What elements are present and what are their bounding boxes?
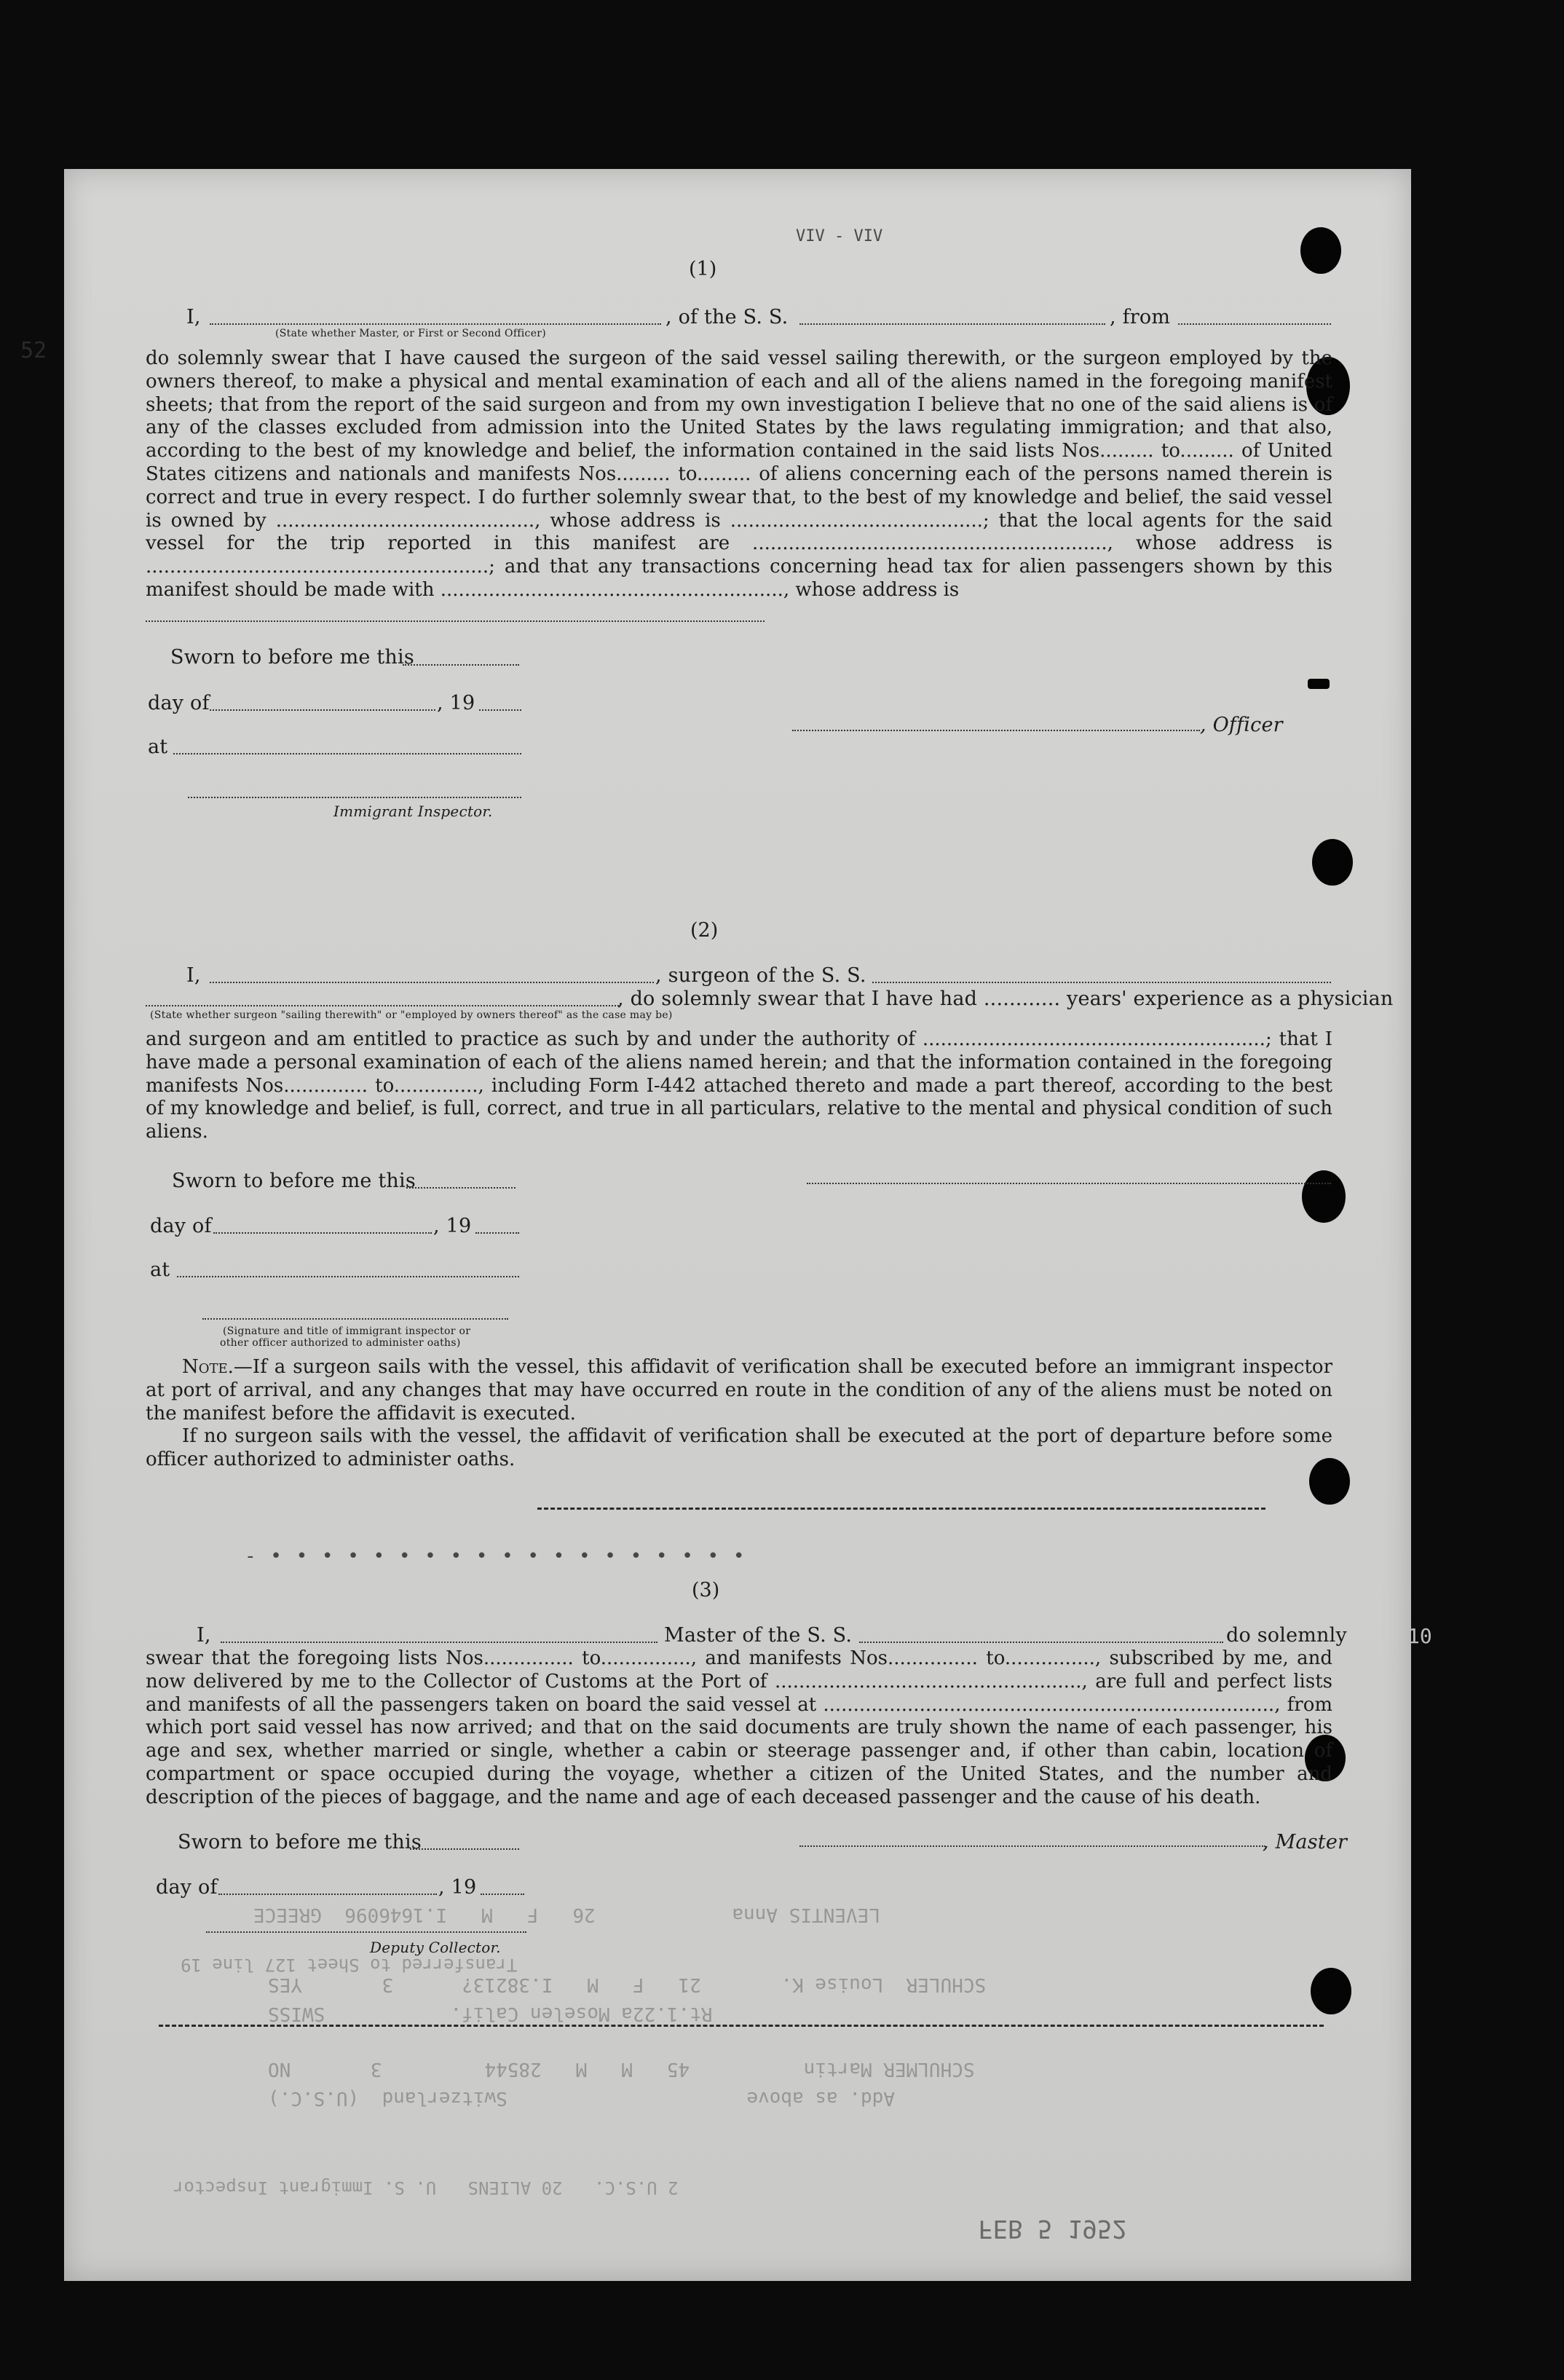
punch-hole — [1308, 679, 1330, 689]
s3-sworn-date-field[interactable] — [410, 1848, 519, 1850]
s2-sworn-label: Sworn to before me this — [172, 1170, 416, 1192]
officer-signature-field[interactable] — [792, 730, 1200, 731]
s2-day-of-label: day of — [150, 1215, 212, 1237]
ship-name-field[interactable] — [799, 323, 1105, 325]
s3-year-field[interactable] — [481, 1894, 524, 1895]
manifest-page — [20, 169, 1432, 2281]
note-label: Note. — [182, 1356, 234, 1378]
s3-day-of-label: day of — [156, 1876, 218, 1899]
master-ss-label: Master of the S. S. — [664, 1624, 853, 1647]
day-of-label: day of — [148, 692, 210, 714]
bottom-divider — [159, 2025, 1324, 2027]
do-solemnly-label: do solemnly — [1226, 1624, 1347, 1647]
note-text — [146, 1356, 1332, 1425]
sworn-date-field[interactable] — [403, 664, 519, 666]
s2-surgeon-signature-field[interactable] — [807, 1183, 1331, 1184]
s2-signature-field[interactable] — [202, 1318, 508, 1320]
surgeon-ship-field[interactable] — [872, 982, 1331, 983]
inspector-signature-field[interactable] — [188, 797, 521, 798]
punch-hole — [1302, 1170, 1346, 1223]
section-divider — [537, 1508, 1265, 1510]
s2-at-field[interactable] — [177, 1276, 519, 1277]
surgeon-status-field[interactable] — [146, 1005, 619, 1006]
section-2-oath — [146, 1028, 1332, 1144]
s3-sworn-label: Sworn to before me this — [178, 1831, 422, 1853]
s2-at-label: at — [150, 1258, 170, 1281]
sig-caption-1: (Signature and title of immigrant inspector or — [223, 1325, 471, 1337]
officer-label: , Officer — [1200, 714, 1283, 736]
section-3-oath — [146, 1647, 1332, 1810]
s2-day-of-field[interactable] — [213, 1232, 432, 1234]
inspector-caption: Immigrant Inspector. — [333, 803, 493, 820]
margin-number: 52 — [20, 338, 47, 363]
i-label: I, — [186, 306, 201, 328]
date-stamp: FEB 5 1952 — [978, 2214, 1127, 2243]
bleedthrough-line: LEVENTIS Anna 26 F M I.1646096 GREECE — [253, 1904, 880, 1926]
s2-i-label: I, — [186, 964, 201, 987]
collector-caption: Deputy Collector. — [370, 1939, 501, 1956]
note-body: —If a surgeon sails with the vessel, this affidavit of verification shall be executed before an immigrant inspector at port of arrival, and any changes that may have occurred en route in the condition of any of the aliens must be noted on the manifest before the affidavit is executed. — [146, 1356, 1332, 1425]
master-name-field[interactable] — [221, 1642, 657, 1643]
punch-hole — [1300, 227, 1341, 274]
margin-number: 10 — [1407, 1624, 1432, 1648]
year-label: , 19 — [437, 692, 475, 714]
bleedthrough-line: SCHULER Louise K. 21 F M I.38213? 3 YES — [268, 1974, 987, 1995]
master-label: , Master — [1263, 1831, 1348, 1853]
s3-day-of-field[interactable] — [218, 1894, 437, 1895]
address-continuation-field[interactable] — [146, 620, 765, 622]
from-label: , from — [1110, 306, 1171, 328]
note2-text: If no surgeon sails with the vessel, the affidavit of verification shall be executed at the port of departure before some officer authorized to administer oaths. — [146, 1425, 1332, 1471]
at-field[interactable] — [173, 753, 521, 754]
collector-signature-field[interactable] — [206, 1931, 526, 1933]
from-port-field[interactable] — [1178, 323, 1331, 325]
bleedthrough-line: SCHULMER Martin 45 M M 28544 3 NO — [268, 2058, 975, 2080]
ss-label: , of the S. S. — [666, 306, 789, 328]
punch-hole — [1312, 839, 1353, 886]
experience-line: , do solemnly swear that I have had ............ years' experience as a physician — [617, 988, 1394, 1010]
sig-caption-2: other officer authorized to administer oaths) — [220, 1337, 461, 1349]
surgeon-name-field[interactable] — [210, 982, 654, 983]
bleedthrough-line: 2 U.S.C. 20 ALIENS U. S. Immigrant Inspector — [173, 2178, 679, 2198]
s3-i-label: I, — [197, 1624, 211, 1647]
punch-hole — [1311, 1968, 1351, 2014]
bleedthrough-line: Transferred to Sheet 127 line 19 — [181, 1955, 518, 1975]
master-signature-field[interactable] — [799, 1845, 1265, 1847]
s2-sworn-date-field[interactable] — [406, 1187, 516, 1189]
bleedthrough-line: Rt.1.22a Moselen Calif. SWISS — [268, 2003, 713, 2025]
corner-mark: VIV - VIV — [796, 227, 883, 245]
bleedthrough-line: Add. as above Switzerland (U.S.C.) — [268, 2087, 895, 2109]
dotted-row: - • • • • • • • • • • • • • • • • • • • — [245, 1545, 746, 1567]
day-of-field[interactable] — [210, 709, 435, 711]
section-3-number: (3) — [692, 1579, 720, 1601]
surgeon-caption: (State whether surgeon "sailing therewith" or "employed by owners thereof" as the case may be) — [150, 1009, 673, 1021]
section-1-number: (1) — [689, 258, 717, 280]
officer-name-field[interactable] — [210, 323, 661, 325]
section-1-oath-text: do solemnly swear that I have caused the surgeon of the said vessel sailing therewith, or the surgeon employed by the owners thereof, to make a physical and mental examination of each and all of the aliens named in the foregoing manifest sheets; that from the report of the said surgeon and from my own investigation I believe that no one of the said aliens is of any of the classes excluded from admission into the United States by the laws regulating immigration; and that also, according to the best of my knowledge and belief, the information contained in the said lists Nos......... to......... of United States citizens and nationals and manifests Nos......... to......... of aliens concerning each of the persons named therein is correct and true in every respect. I do further solemnly swear that, to the best of my knowledge and belief, the said vessel is owned by ..........................................., whose address is ..........................................; that the local agents for the said vessel for the trip reported in this manifest are ..........................................................., whose address is .........................................................; and that any transactions concerning head tax for alien passengers shown by this manifest should be made with ........................................................., whose address is — [146, 347, 1332, 601]
s3-year-label: , 19 — [438, 1876, 477, 1899]
s2-year-field[interactable] — [475, 1232, 519, 1234]
section-2-number: (2) — [690, 919, 719, 942]
note-paragraph — [146, 1356, 1332, 1472]
section-3-oath-text: swear that the foregoing lists Nos............... to..............., and manifests Nos............... to..............., subscribed by me, and now delivered by me to the Collector of Customs at the Port of ..................................................., are full and perfect lists and manifests of all the passengers taken on board the said vessel at ..........................................................................., from which port said vessel has now arrived; and that on the said documents are truly shown the name of each passenger, his age and sex, whether married or single, whether a cabin or steerage passenger and, if other than cabin, location of compartment or space occupied during the voyage, whether a citizen of the United States, and the number and description of the pieces of baggage, and the name and age of each deceased passenger and the cause of his death. — [146, 1647, 1332, 1808]
section-1-oath — [146, 347, 1332, 602]
at-label: at — [148, 736, 168, 758]
surgeon-ss-label: , surgeon of the S. S. — [655, 964, 866, 987]
master-ship-field[interactable] — [859, 1642, 1223, 1643]
s2-year-label: , 19 — [433, 1215, 472, 1237]
officer-caption: (State whether Master, or First or Second Officer) — [275, 328, 547, 339]
sworn-label: Sworn to before me this — [170, 646, 414, 669]
section-2-oath-text: and surgeon and am entitled to practice as such by and under the authority of .........................................................; that I have made a personal examination of each of the aliens named herein; and that the information contained in the foregoing manifests Nos.............. to.............., including Form I-442 attached thereto and made a part thereof, according to the best of my knowledge and belief, is full, correct, and true in all particulars, relative to the mental and physical condition of such aliens. — [146, 1028, 1332, 1143]
year-field[interactable] — [479, 709, 521, 711]
